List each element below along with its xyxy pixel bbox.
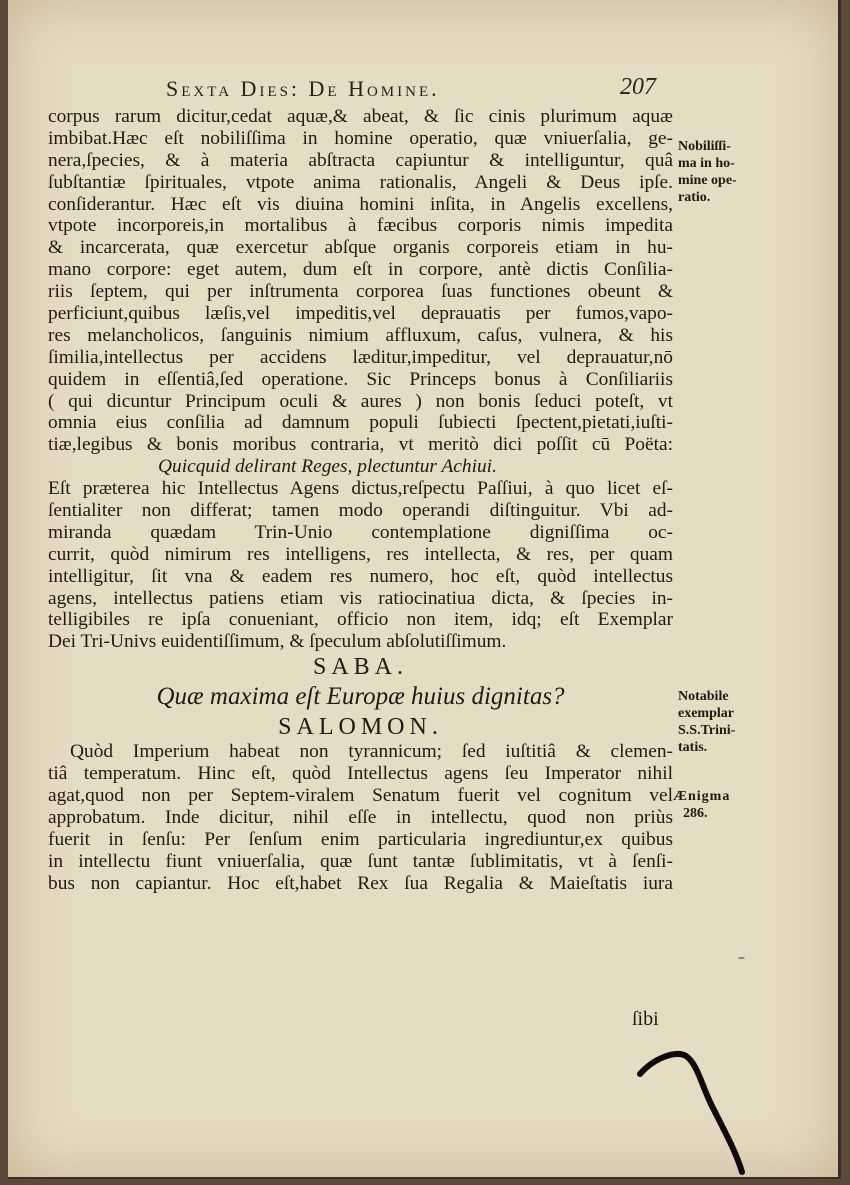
dash-mark: –: [738, 950, 745, 966]
text-line: tiâ temperatum. Hinc eſt, quòd Intellectus agens ſeu Imperator nihil: [48, 763, 673, 785]
book-page: [8, 0, 841, 1179]
text-line: ſubſtantiæ ſpirituales, vtpote anima rationalis, Angeli & Deus ipſe.: [48, 171, 673, 193]
text-line: imbibat.Hæc eſt nobiliſſima in homine operatio, quæ vniuerſalia, ge-: [48, 127, 673, 149]
running-head: Sexta Dies: De Homine.: [166, 76, 440, 101]
ink-squiggle-mark: [636, 1048, 746, 1178]
text-line: perficiunt,quibus læſis,vel impeditis,vel deprauatis per fumos,vapo-: [48, 303, 673, 325]
text-line: in intellectu fiunt vniuerſalia, quæ ſunt tantæ ſublimitatis, vt à ſenſi-: [48, 850, 673, 872]
margin-note-line: ratio.: [678, 190, 711, 205]
text-line: res melancholicos, ſanguinis nimium affluxum, caſus, vulnera, & his: [48, 324, 673, 346]
margin-note-line: Nobiliſſi-: [678, 139, 731, 154]
text-line: conſiderantur. Hæc eſt vis diuina homini inſita, in Angelis excellens,: [48, 193, 673, 215]
text-line: & incarcerata, quæ exercetur abſque organis corporeis etiam in hu-: [48, 237, 673, 259]
text-line: telligibiles re ipſa conueniant, officio non item, idq; eſt Exemplar: [48, 609, 673, 631]
text-line: agens, intellectus patiens etiam vis ratiocinatiua dicta, & ſpecies in-: [48, 587, 673, 609]
text-line: ſentialiter non differat; tamen modo operandi diſtinguitur. Vbi ad-: [48, 500, 673, 522]
speaker-saba: SABA.: [312, 654, 409, 681]
text-line: corpus rarum dicitur,cedat aquæ,& abeat, & ſic cinis plurimum aquæ: [48, 106, 673, 127]
text-line: quidem in eſſentiâ,ſed operatione. Sic Princeps bonus à Conſiliariis: [48, 368, 673, 390]
text-line: agat,quod non per Septem-viralem Senatum fuerit vel cognitum vel: [48, 785, 673, 807]
margin-note-notabile: [678, 688, 788, 756]
margin-note-nobilissima: [678, 138, 788, 206]
speaker-salomon: SALOMON.: [278, 714, 443, 741]
margin-note-line: S.S.Trini-: [678, 723, 736, 738]
text-line: Eſt præterea hic Intellectus Agens dictus,reſpectu Paſſiui, à quo licet eſ-: [48, 478, 673, 500]
text-line: currit, quòd nimirum res intelligens, res intellecta, & res, per quam: [48, 543, 673, 565]
text-line: Dei Tri-Univs euidentiſſimum, & ſpeculum abſolutiſſimum.: [48, 631, 507, 653]
margin-note-line: mine ope-: [678, 173, 737, 188]
text-line: ſimilia,intellectus per accidens læditur,impeditur, vel deprauatur,nō: [48, 346, 673, 368]
text-line: ( qui dicuntur Principum oculi & aures ) non bonis ſeduci poteſt, vt: [48, 390, 673, 412]
text-line: miranda quædam Trin-Unio contemplatione digniſſima oc-: [48, 521, 673, 543]
paragraph-3: [48, 741, 673, 894]
text-line: vtpote incorporeis,in mortalibus à fæcibus corporis nimis impedita: [48, 215, 673, 237]
text-line: mano corpore: eget autem, dum eſt in corpore, antè dictis Conſilia-: [48, 259, 673, 281]
margin-note-line: ma in ho-: [678, 156, 735, 171]
margin-note-aenigma: [673, 788, 783, 822]
text-line: intelligitur, ſit vna & eadem res numero, hoc eſt, quòd intellectus: [48, 565, 673, 587]
text-line: fuerit in ſenſu: Per ſenſum enim particularia ingrediuntur,ex quibus: [48, 828, 673, 850]
text-line: Quòd Imperium habeat non tyrannicum; ſed iuſtitiâ & clemen-: [70, 741, 673, 763]
main-text: [48, 106, 673, 895]
catchword: ſibi: [632, 1008, 659, 1030]
page-number: 207: [620, 74, 656, 100]
margin-note-line: exemplar: [678, 706, 734, 721]
text-line: tiæ,legibus & bonis moribus contraria, vt meritò dici poſſit cū Poëta:: [48, 434, 673, 456]
paragraph-2: [48, 478, 673, 653]
paragraph-1: [48, 106, 673, 456]
verse-quotation: Quicquid delirant Reges, plectuntur Achiui.: [158, 456, 497, 478]
text-line: omnia eius conſilia ad damnum populi ſubiecti ſpectent,pietati,iuſti-: [48, 412, 673, 434]
margin-note-line: Notabile: [678, 689, 729, 704]
text-line: riis ſeptem, qui per inſtrumenta corporea ſuas functiones obeunt &: [48, 281, 673, 303]
question-heading: Quæ maxima eſt Europæ huius dignitas?: [156, 683, 565, 711]
text-line: approbatum. Inde dicitur, nihil eſſe in intellectu, quod non priùs: [48, 806, 673, 828]
margin-note-line: 286.: [683, 806, 708, 821]
margin-note-line: tatis.: [678, 740, 708, 755]
margin-note-line: Ænigma: [673, 789, 731, 804]
text-line: nera,ſpecies, & à materia abſtracta capiuntur & intelliguntur, quâ: [48, 149, 673, 171]
text-line: bus non capiantur. Hoc eſt,habet Rex ſua Regalia & Maieſtatis iura: [48, 872, 673, 894]
